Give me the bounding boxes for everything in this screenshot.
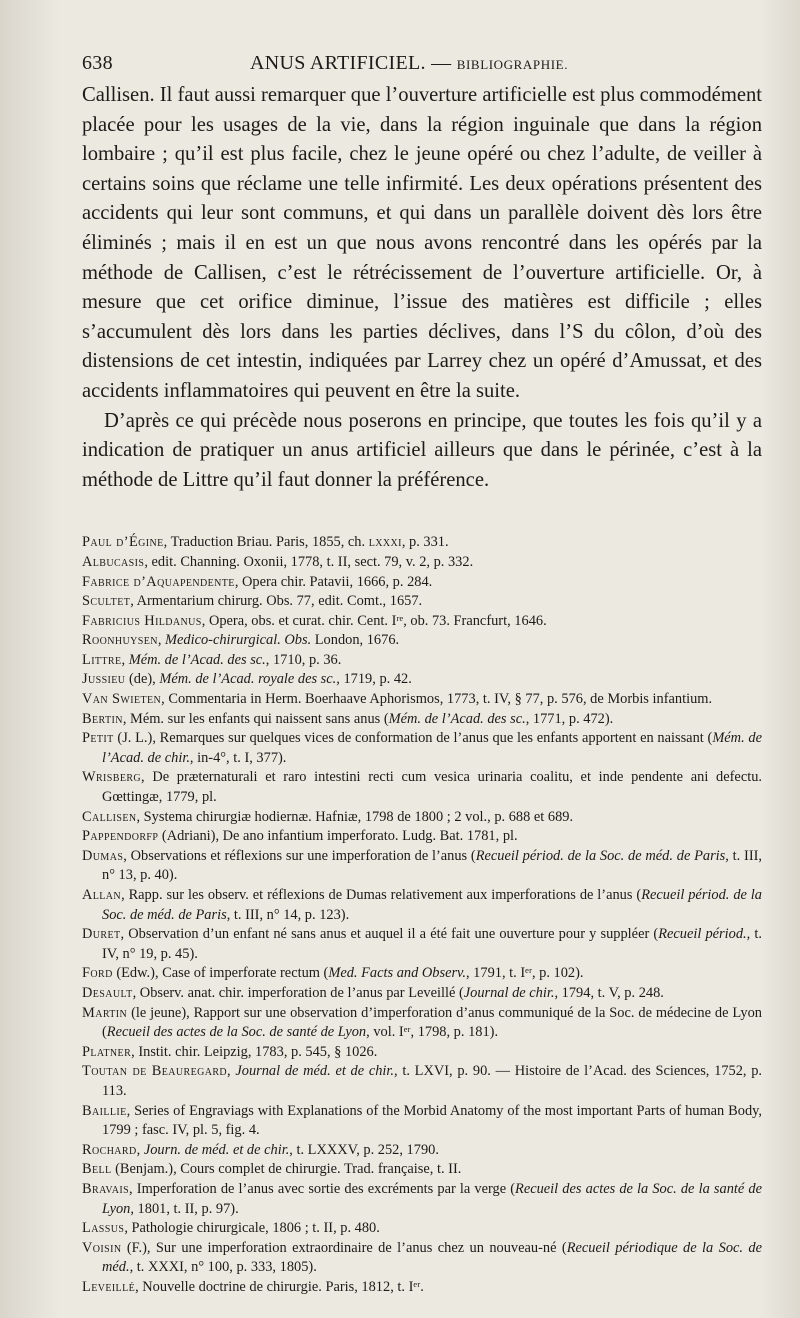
reference-text: , Pathologie chirurgicale, 1806 ; t. II, p. 480. <box>124 1220 380 1237</box>
reference-text: (le jeune), Rapport sur une observation d’imperforation d’anus communiqué de la Soc. de médecine de Lyon ( <box>102 1004 762 1041</box>
bibliography-entry <box>82 1102 762 1141</box>
reference-author: Martin <box>82 1004 128 1021</box>
reference-text: , vol. Iᵉʳ, 1798, p. 181). <box>366 1024 499 1041</box>
reference-author: Toutan de Beauregard <box>82 1063 228 1080</box>
reference-text: (Adriani), De ano infantium imperforato. Ludg. Bat. 1781, pl. <box>158 828 518 845</box>
reference-text: , Mém. sur les enfants qui naissent sans anus ( <box>122 710 389 727</box>
chapter-title: ANUS ARTIFICIEL. <box>250 52 426 74</box>
reference-author: Littre <box>82 651 122 668</box>
reference-journal: Journal de chir. <box>463 984 555 1001</box>
reference-author: Ford <box>82 965 113 982</box>
reference-text: , t. XXXI, n° 100, p. 333, 1805). <box>129 1259 317 1276</box>
bibliography-entry <box>82 847 762 886</box>
section-title: BIBLIOGRAPHIE. <box>456 57 569 72</box>
bibliography-entry <box>82 533 762 553</box>
bibliography-entry <box>82 1180 762 1219</box>
reference-text: , Opera, obs. et curat. chir. Cent. Iʳᵉ, ob. 73. Francfurt, 1646. <box>201 612 547 629</box>
reference-text: , 1791, t. Iᵉʳ, p. 102). <box>465 965 584 982</box>
bibliography-entry <box>82 886 762 925</box>
running-title <box>250 52 568 75</box>
body-text <box>82 81 762 495</box>
bibliography-entry <box>82 1043 762 1063</box>
reference-author: Fabrice d’Aquapendente <box>82 573 235 590</box>
reference-author: Duret <box>82 926 121 943</box>
bibliography-entry <box>82 1141 762 1161</box>
reference-journal: Recueil périod. de la Soc. de méd. de Paris <box>102 887 762 923</box>
reference-author: Lassus <box>82 1220 125 1237</box>
reference-text: , Observations et réflexions sur une imperforation de l’anus ( <box>123 847 476 864</box>
reference-text: , <box>136 1141 144 1158</box>
paragraph: Callisen. Il faut aussi remarquer que l’ouverture artificielle est plus commodément placée pour les usages de la vie, dans la région inguinale que dans la région lombaire ; qu’il est plus facile, chez le jeune opéré ou chez l’adulte, de veiller à certains soins que réclame une telle infirmité. Les deux opérations présentent des accidents qui leur sont communs, et qui dans un parallèle doivent dès lors être éliminés ; mais il en est un que nous avons rencontré dans les opérés par la méthode de Callisen, c’est le rétrécissement de l’ouverture artificielle. Or, à mesure que cet orifice diminue, l’issue des matières est difficile ; elles s’accumulent dès lors dans les parties déclives, dans l’S du côlon, d’où des distensions de cet intestin, indiquées par Larrey chez un opéré d’Amussat, et des accidents inflammatoires qui peuvent en être la suite. <box>82 84 762 402</box>
reference-author: Paul d’Égine <box>82 534 164 551</box>
reference-text: , 1801, t. II, p. 97). <box>130 1200 239 1217</box>
reference-text: , Imperforation de l’anus avec sortie des excréments par la verge ( <box>129 1180 516 1197</box>
reference-text: , t. III, n° 14, p. 123). <box>226 906 350 923</box>
reference-author: Pappendorfp <box>82 828 159 845</box>
bibliography-entry <box>82 925 762 964</box>
bibliography-entry <box>82 631 762 651</box>
reference-text: , 1771, p. 472). <box>525 710 614 727</box>
reference-author: Allan <box>82 887 122 903</box>
reference-text: (J. L.), Remarques sur quelques vices de conformation de l’anus que les enfants apportent en naissant ( <box>113 730 713 747</box>
reference-text: , Traduction Briau. Paris, 1855, ch. <box>163 534 369 551</box>
reference-text: , t. LXVI, p. 90. — Histoire de l’Acad. des Sciences, 1752, p. 113. <box>102 1063 763 1099</box>
bibliography-entry <box>82 573 762 593</box>
reference-author: Platner <box>82 1043 132 1060</box>
page-number: 638 <box>82 52 113 74</box>
reference-text: , t. IV, n° 19, p. 45). <box>102 926 762 962</box>
bibliography-entry <box>82 1004 762 1043</box>
reference-text: , Observation d’un enfant né sans anus et auquel il a été fait une ouverture pour y suppléer ( <box>120 926 659 943</box>
reference-text: , t. III, n° 13, p. 40). <box>102 847 763 884</box>
reference-text: , Systema chirurgiæ hodiernæ. Hafniæ, 1798 de 1800 ; 2 vol., p. 688 et 689. <box>136 808 574 825</box>
reference-author: Leveillé <box>82 1278 136 1295</box>
bibliography-entry <box>82 1239 762 1278</box>
reference-author: Petit <box>82 730 114 747</box>
bibliography-entry <box>82 1278 762 1298</box>
bibliography-entry <box>82 1062 762 1101</box>
reference-author: Van Swieten <box>82 691 162 708</box>
reference-text: , 1719, p. 42. <box>336 671 412 688</box>
reference-journal: Journ. de méd. et de chir. <box>143 1141 290 1158</box>
reference-author: Scultet <box>82 593 131 610</box>
bibliography-entry <box>82 964 762 984</box>
reference-author: Roonhuysen <box>82 632 158 649</box>
reference-text: , Nouvelle doctrine de chirurgie. Paris, 1812, t. Iᵉʳ. <box>135 1278 424 1295</box>
reference-author: Bravais <box>82 1180 130 1197</box>
bibliography-entry <box>82 827 762 847</box>
reference-author: Voisin <box>82 1239 122 1256</box>
reference-text: , t. LXXXV, p. 252, 1790. <box>289 1141 439 1158</box>
reference-text: , p. 331. <box>401 534 449 551</box>
running-head <box>82 52 762 75</box>
reference-journal: Recueil périodique de la Soc. de méd. <box>102 1239 762 1276</box>
reference-journal: Mém. de l’Acad. des sc. <box>388 710 526 727</box>
bibliography-entry <box>82 1219 762 1239</box>
bibliography-entry <box>82 808 762 828</box>
reference-author: Dumas <box>82 847 124 864</box>
reference-text: , edit. Channing. Oxonii, 1778, t. II, sect. 79, v. 2, p. 332. <box>144 553 474 570</box>
reference-journal: Mém. de l’Acad. royale des sc. <box>159 671 337 688</box>
reference-text: , Armentarium chirurg. Obs. 77, edit. Comt., 1657. <box>130 593 423 610</box>
reference-journal: Recueil périod. <box>658 926 747 943</box>
reference-text: (F.), Sur une imperforation extraordinaire de l’anus chez un nouveau-né ( <box>121 1239 567 1256</box>
bibliography-entry <box>82 651 762 671</box>
reference-text: , <box>157 632 166 649</box>
reference-journal: Mém. de l’Acad. de chir. <box>102 730 762 766</box>
reference-author: Bertin <box>82 710 123 727</box>
reference-text: , in-4°, t. I, 377). <box>189 749 287 766</box>
reference-author: Albucasis <box>82 553 145 570</box>
title-separator: — <box>425 52 457 74</box>
reference-text: , <box>227 1063 236 1080</box>
reference-text: (Edw.), Case of imperforate rectum ( <box>112 965 329 982</box>
reference-author: Callisen <box>82 808 137 825</box>
reference-text: , 1710, p. 36. <box>265 651 342 668</box>
reference-journal: Recueil des actes de la Soc. de santé de Lyon <box>106 1024 367 1041</box>
bibliography-entry <box>82 1160 762 1180</box>
reference-text: , Commentaria in Herm. Boerhaave Aphorismos, 1773, t. IV, § 77, p. 576, de Morbis infantium. <box>161 691 713 708</box>
reference-journal: Journal de méd. et de chir. <box>235 1063 395 1080</box>
reference-journal: Medico-chirurgical. Obs. <box>165 632 312 649</box>
reference-author: Fabricius Hildanus <box>82 612 202 629</box>
reference-text: , Observ. anat. chir. imperforation de l’anus par Leveillé ( <box>132 984 464 1001</box>
reference-text: London, 1676. <box>311 632 400 649</box>
reference-text: (de), <box>125 671 160 688</box>
reference-journal: Med. Facts and Observ. <box>328 965 466 982</box>
reference-text: , Series of Engraviags with Explanations of the Morbid Anatomy of the most important Parts of human Body, 1799 ; fasc. IV, pl. 5, fig. 4. <box>102 1102 762 1139</box>
bibliography-list <box>82 533 762 1297</box>
bibliography-entry <box>82 670 762 690</box>
reference-journal: Recueil des actes de la Soc. de la santé de Lyon <box>102 1180 762 1217</box>
bibliography-entry <box>82 592 762 612</box>
bibliography-entry <box>82 710 762 730</box>
reference-author: Jussieu <box>82 671 126 688</box>
reference-journal: Mém. de l’Acad. des sc. <box>128 651 266 668</box>
paragraph: D’après ce qui précède nous poserons en principe, que toutes les fois qu’il y a indication de pratiquer un anus artificiel ailleurs que dans le périnée, c’est à la méthode de Littre qu’il faut donner la préférence. <box>82 409 762 491</box>
bibliography-entry <box>82 984 762 1004</box>
reference-text: , Instit. chir. Leipzig, 1783, p. 545, § 1026. <box>131 1043 378 1060</box>
reference-text: , Rapp. sur les observ. et réflexions de Dumas relativement aux imperforations de l’anus ( <box>121 887 642 903</box>
reference-text: (Benjam.), Cours complet de chirurgie. Trad. française, t. II. <box>111 1161 462 1178</box>
bibliography-entry <box>82 612 762 632</box>
reference-author: Rochard <box>82 1141 137 1158</box>
reference-text: , 1794, t. V, p. 248. <box>554 984 664 1001</box>
reference-journal: Recueil périod. de la Soc. de méd. de Paris <box>475 847 726 864</box>
reference-author: Desault <box>82 984 133 1001</box>
reference-author: Baillie <box>82 1102 127 1119</box>
bibliography-entry <box>82 690 762 710</box>
reference-author: Bell <box>82 1161 112 1178</box>
bibliography-entry <box>82 729 762 768</box>
reference-text: , De præternaturali et raro intestini recti cum vesica urinaria coalitu, et inde pendente ani defectu. Gœttingæ, 1779, pl. <box>102 769 762 806</box>
reference-text: , <box>121 651 129 668</box>
bibliography-entry <box>82 768 762 807</box>
reference-author: Wrisberg <box>82 769 142 786</box>
reference-text: , Opera chir. Patavii, 1666, p. 284. <box>234 573 433 590</box>
reference-small-caps: lxxxi <box>368 534 402 551</box>
bibliography-entry <box>82 553 762 573</box>
